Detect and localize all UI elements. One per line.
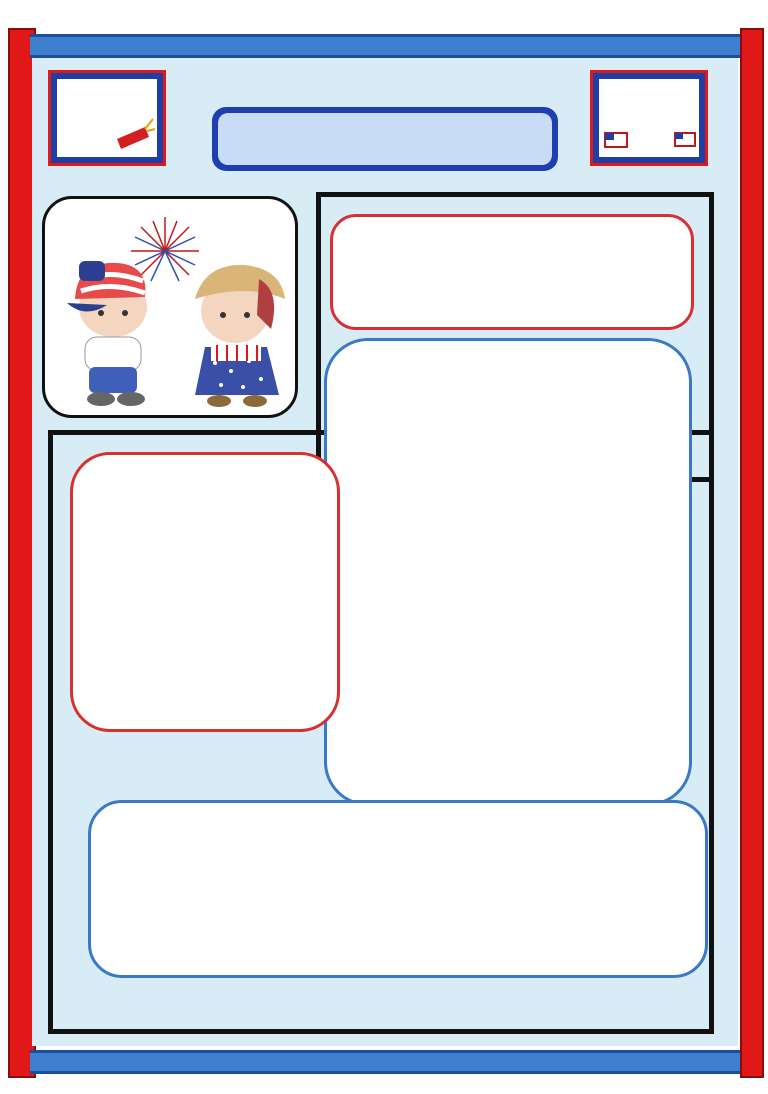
top-star-row [210, 64, 550, 108]
children-illustration [42, 196, 298, 418]
july-fourth-logo [590, 70, 708, 166]
flags-icon [599, 79, 699, 157]
beginning-box [70, 452, 340, 732]
right-frame-rail [740, 28, 764, 1078]
bottom-star-row [90, 978, 680, 1026]
bottom-frame-bar [30, 1050, 740, 1074]
intro-box [330, 214, 694, 330]
girl-figure [195, 265, 285, 407]
boy-figure [67, 261, 147, 406]
title-banner [212, 107, 558, 171]
firecracker-icon [57, 79, 157, 157]
fourth-of-july-logo [48, 70, 166, 166]
top-frame-bar [30, 34, 740, 58]
fireworks-icon [131, 217, 199, 281]
colonies-box [324, 338, 692, 806]
declaration-box [88, 800, 708, 978]
